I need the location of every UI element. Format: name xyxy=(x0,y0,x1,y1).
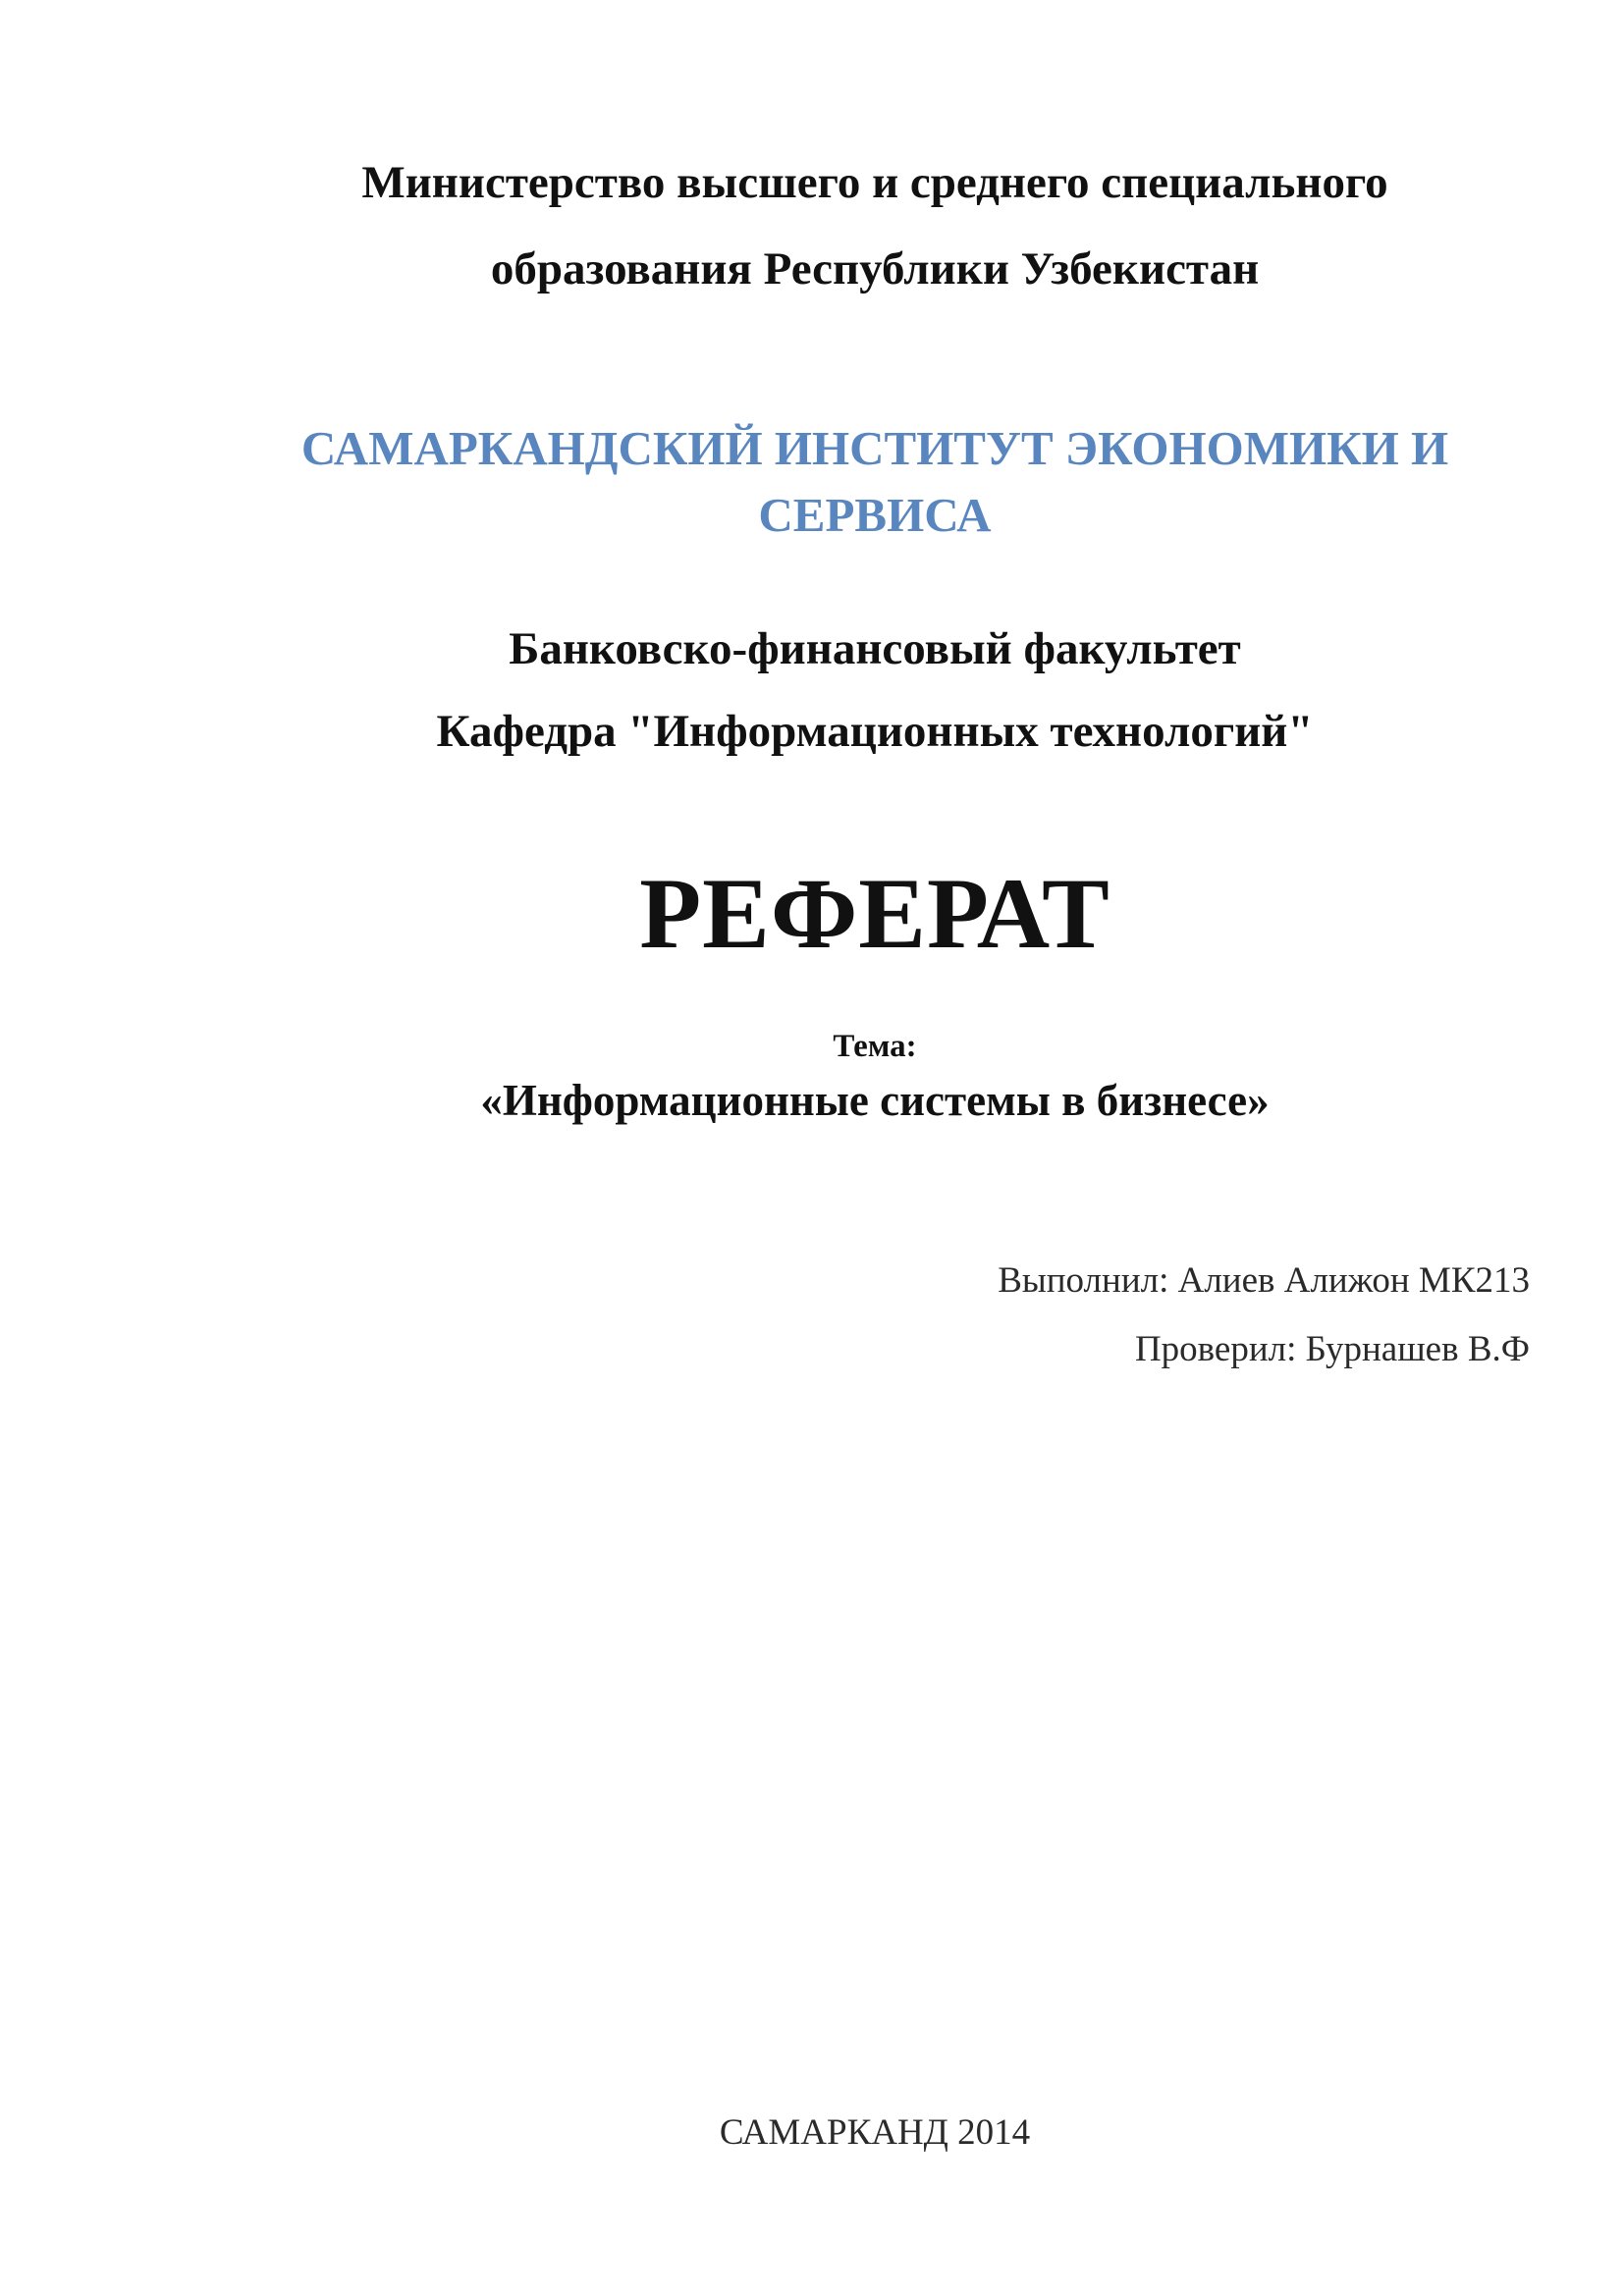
topic-title: «Информационные системы в бизнесе» xyxy=(480,1076,1270,1125)
performed-by: Выполнил: Алиев Алижон МК213 xyxy=(998,1260,1530,1301)
faculty-name: Банковско-финансовый факультет xyxy=(509,623,1241,674)
institute-name-line-1: САМАРКАНДСКИЙ ИНСТИТУТ ЭКОНОМИКИ И xyxy=(300,421,1449,475)
department-name: Кафедра "Информационных технологий" xyxy=(436,706,1314,757)
ministry-line-1: Министерство высшего и среднего специального xyxy=(361,157,1388,208)
institute-name-line-2: СЕРВИСА xyxy=(758,488,992,542)
city-year: САМАРКАНД 2014 xyxy=(719,2112,1031,2153)
document-type-heading: РЕФЕРАТ xyxy=(639,858,1110,970)
ministry-line-2: образования Республики Узбекистан xyxy=(490,243,1260,294)
topic-label: Тема: xyxy=(833,1029,917,1064)
checked-by: Проверил: Бурнашев В.Ф xyxy=(1134,1329,1530,1369)
